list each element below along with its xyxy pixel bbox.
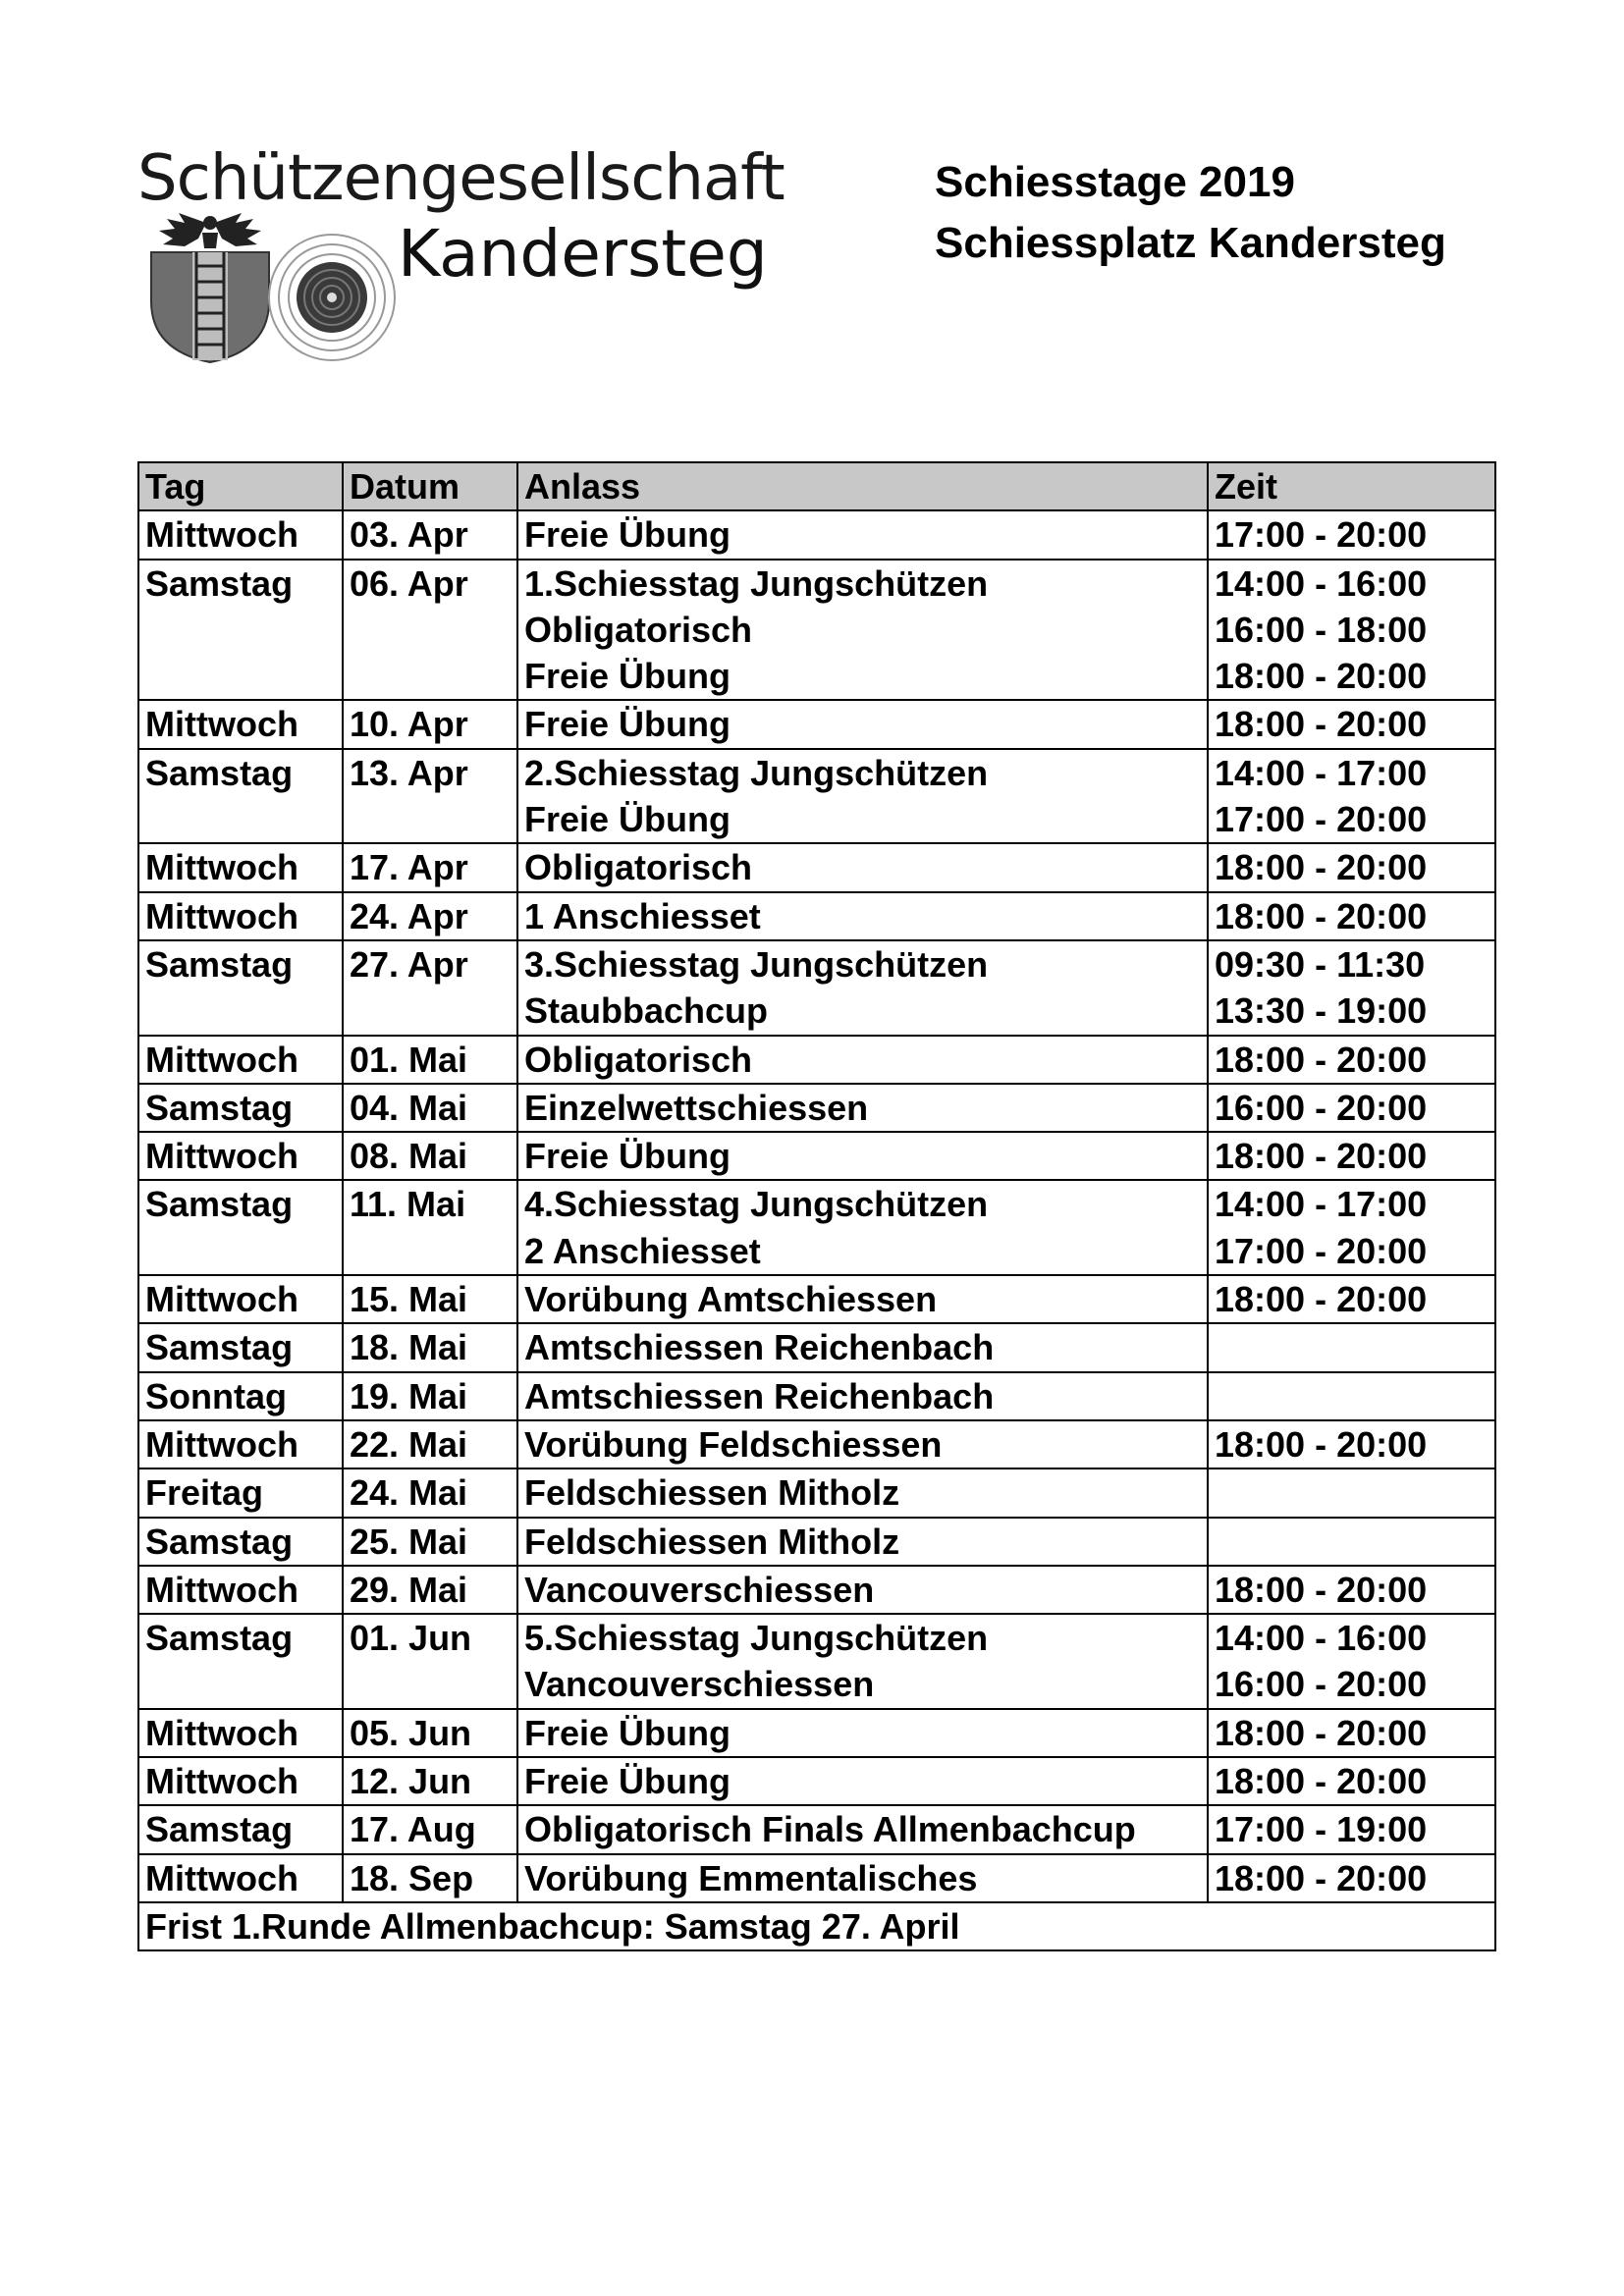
table-row — [138, 1709, 1495, 1757]
time-line: 14:00 - 16:00 — [1215, 562, 1428, 604]
cell-time — [1208, 1709, 1495, 1757]
time-line: 16:00 - 20:00 — [1215, 1087, 1428, 1128]
logo-place: Kandersteg — [398, 216, 768, 292]
time-line — [1215, 1519, 1489, 1565]
event-line: Obligatorisch — [524, 609, 753, 650]
time-line: 18:00 - 20:00 — [1215, 1569, 1428, 1610]
event-line: 3.Schiesstag Jungschützen — [524, 943, 989, 985]
time-line: 16:00 - 20:00 — [1215, 1664, 1428, 1705]
time-line: 18:00 - 20:00 — [1215, 1279, 1428, 1320]
time-line: 18:00 - 20:00 — [1215, 1761, 1428, 1802]
event-line: Einzelwettschiessen — [524, 1087, 869, 1128]
event-line: Staubbachcup — [524, 990, 769, 1032]
cell-date: 04. Mai — [343, 1084, 517, 1132]
cell-day: Mittwoch — [138, 1420, 343, 1468]
cell-day: Samstag — [138, 1084, 343, 1132]
time-line: 09:30 - 11:30 — [1215, 943, 1426, 985]
event-line: 5.Schiesstag Jungschützen — [524, 1618, 989, 1659]
cell-day: Mittwoch — [138, 1757, 343, 1805]
cell-date: 18. Mai — [343, 1323, 517, 1371]
coat-of-arms-target-icon — [145, 211, 401, 368]
time-line: 18:00 - 20:00 — [1215, 1857, 1428, 1898]
cell-day: Mittwoch — [138, 892, 343, 940]
cell-date: 19. Mai — [343, 1372, 517, 1420]
cell-day: Samstag — [138, 1614, 343, 1709]
cell-time — [1208, 1854, 1495, 1902]
cell-day: Samstag — [138, 940, 343, 1036]
cell-date: 13. Apr — [343, 749, 517, 844]
table-row — [138, 1132, 1495, 1180]
table-header-row — [138, 462, 1495, 510]
header-event: Anlass — [517, 462, 1208, 510]
cell-event — [517, 1805, 1208, 1853]
cell-event — [517, 1180, 1208, 1275]
cell-time — [1208, 1323, 1495, 1371]
cell-date: 18. Sep — [343, 1854, 517, 1902]
event-line: Feldschiessen Mitholz — [524, 1472, 900, 1514]
cell-time — [1208, 940, 1495, 1036]
cell-event — [517, 510, 1208, 559]
time-line: 18:00 - 20:00 — [1215, 656, 1428, 697]
table-row — [138, 1757, 1495, 1805]
cell-event — [517, 1566, 1208, 1614]
table-row — [138, 510, 1495, 559]
cell-date: 03. Apr — [343, 510, 517, 559]
cell-event — [517, 1372, 1208, 1420]
time-line: 18:00 - 20:00 — [1215, 1423, 1428, 1465]
cell-time — [1208, 1036, 1495, 1084]
event-line: Freie Übung — [524, 656, 731, 697]
cell-event — [517, 843, 1208, 891]
cell-time — [1208, 1805, 1495, 1853]
time-line — [1215, 1469, 1489, 1516]
cell-time — [1208, 843, 1495, 891]
time-line: 14:00 - 17:00 — [1215, 1184, 1428, 1225]
time-line: 13:30 - 19:00 — [1215, 990, 1428, 1032]
cell-day: Samstag — [138, 1323, 343, 1371]
cell-event — [517, 560, 1208, 701]
cell-time — [1208, 1372, 1495, 1420]
event-line: 2 Anschiesset — [524, 1230, 761, 1271]
table-row — [138, 1275, 1495, 1323]
table-row — [138, 1084, 1495, 1132]
table-row — [138, 940, 1495, 1036]
cell-event — [517, 940, 1208, 1036]
cell-day: Samstag — [138, 1518, 343, 1566]
event-line: Vorübung Feldschiessen — [524, 1423, 943, 1465]
table-row — [138, 1805, 1495, 1853]
cell-date: 05. Jun — [343, 1709, 517, 1757]
cell-date: 24. Apr — [343, 892, 517, 940]
cell-day: Mittwoch — [138, 1854, 343, 1902]
cell-event — [517, 1468, 1208, 1517]
table-body — [138, 510, 1495, 1902]
cell-time — [1208, 1180, 1495, 1275]
table-row — [138, 749, 1495, 844]
cell-day: Samstag — [138, 1805, 343, 1853]
event-line: 4.Schiesstag Jungschützen — [524, 1184, 989, 1225]
event-line: 1.Schiesstag Jungschützen — [524, 562, 989, 604]
cell-date: 17. Aug — [343, 1805, 517, 1853]
cell-time — [1208, 1566, 1495, 1614]
cell-date: 22. Mai — [343, 1420, 517, 1468]
table-row — [138, 1180, 1495, 1275]
table-row — [138, 1323, 1495, 1371]
event-line: Freie Übung — [524, 704, 731, 745]
event-line: Vorübung Amtschiessen — [524, 1279, 938, 1320]
table-row — [138, 1854, 1495, 1902]
heading-location: Schiessplatz Kandersteg — [935, 219, 1446, 267]
event-line: Amtschiessen Reichenbach — [524, 1327, 995, 1368]
event-line: Freie Übung — [524, 1761, 731, 1802]
time-line: 17:00 - 20:00 — [1215, 514, 1428, 556]
event-line: Obligatorisch — [524, 847, 753, 888]
cell-day: Sonntag — [138, 1372, 343, 1420]
cell-date: 01. Mai — [343, 1036, 517, 1084]
cell-date: 06. Apr — [343, 560, 517, 701]
cell-event — [517, 1420, 1208, 1468]
cell-day: Mittwoch — [138, 1132, 343, 1180]
cell-time — [1208, 1614, 1495, 1709]
cell-event — [517, 700, 1208, 748]
time-line: 18:00 - 20:00 — [1215, 1712, 1428, 1753]
cell-date: 24. Mai — [343, 1468, 517, 1517]
cell-event — [517, 1757, 1208, 1805]
time-line: 18:00 - 20:00 — [1215, 704, 1428, 745]
cell-time — [1208, 560, 1495, 701]
time-line: 16:00 - 18:00 — [1215, 609, 1428, 650]
event-line: Vancouverschiessen — [524, 1664, 875, 1705]
heading-title: Schiesstage 2019 — [935, 158, 1295, 206]
table-row — [138, 1614, 1495, 1709]
cell-day: Mittwoch — [138, 510, 343, 559]
table-row — [138, 1468, 1495, 1517]
event-line: Freie Übung — [524, 799, 731, 840]
time-line: 18:00 - 20:00 — [1215, 847, 1428, 888]
cell-date: 25. Mai — [343, 1518, 517, 1566]
event-line: Freie Übung — [524, 1712, 731, 1753]
table-row — [138, 892, 1495, 940]
cell-day: Samstag — [138, 749, 343, 844]
time-line: 14:00 - 17:00 — [1215, 752, 1428, 793]
event-line: Amtschiessen Reichenbach — [524, 1375, 995, 1416]
cell-day: Mittwoch — [138, 843, 343, 891]
cell-event — [517, 1518, 1208, 1566]
time-line: 18:00 - 20:00 — [1215, 1136, 1428, 1177]
cell-time — [1208, 1518, 1495, 1566]
cell-date: 01. Jun — [343, 1614, 517, 1709]
header-date: Datum — [343, 462, 517, 510]
table-row — [138, 1372, 1495, 1420]
cell-day: Mittwoch — [138, 700, 343, 748]
cell-time — [1208, 892, 1495, 940]
cell-time — [1208, 749, 1495, 844]
cell-date: 08. Mai — [343, 1132, 517, 1180]
deadline-note: Frist 1.Runde Allmenbachcup: Samstag 27. April — [138, 1902, 1495, 1950]
cell-day: Mittwoch — [138, 1275, 343, 1323]
cell-day: Freitag — [138, 1468, 343, 1517]
cell-date: 15. Mai — [343, 1275, 517, 1323]
cell-event — [517, 1132, 1208, 1180]
time-line — [1215, 1373, 1489, 1419]
cell-time — [1208, 1757, 1495, 1805]
header-day: Tag — [138, 462, 343, 510]
cell-event — [517, 1275, 1208, 1323]
cell-event — [517, 1854, 1208, 1902]
time-line: 17:00 - 20:00 — [1215, 1230, 1428, 1271]
cell-day: Samstag — [138, 560, 343, 701]
event-line: Obligatorisch — [524, 1039, 753, 1080]
cell-date: 29. Mai — [343, 1566, 517, 1614]
schedule-table — [137, 461, 1496, 1951]
time-line: 18:00 - 20:00 — [1215, 1039, 1428, 1080]
cell-event — [517, 892, 1208, 940]
time-line — [1215, 1324, 1489, 1370]
event-line: Vorübung Emmentalisches — [524, 1857, 978, 1898]
time-line: 18:00 - 20:00 — [1215, 895, 1428, 936]
event-line: 1 Anschiesset — [524, 895, 761, 936]
event-line: Freie Übung — [524, 514, 731, 556]
cell-event — [517, 1323, 1208, 1371]
cell-event — [517, 1036, 1208, 1084]
cell-time — [1208, 1084, 1495, 1132]
event-line: 2.Schiesstag Jungschützen — [524, 752, 989, 793]
table-row — [138, 1518, 1495, 1566]
cell-date: 10. Apr — [343, 700, 517, 748]
cell-time — [1208, 1420, 1495, 1468]
table-row — [138, 1420, 1495, 1468]
table-footer-row — [138, 1902, 1495, 1950]
cell-event — [517, 749, 1208, 844]
document-heading — [935, 152, 1446, 274]
table-row — [138, 560, 1495, 701]
cell-time — [1208, 1468, 1495, 1517]
header-time: Zeit — [1208, 462, 1495, 510]
event-line: Freie Übung — [524, 1136, 731, 1177]
cell-date: 27. Apr — [343, 940, 517, 1036]
cell-date: 11. Mai — [343, 1180, 517, 1275]
event-line: Vancouverschiessen — [524, 1569, 875, 1610]
club-logo — [137, 142, 790, 370]
table-row — [138, 1036, 1495, 1084]
table-row — [138, 1566, 1495, 1614]
time-line: 14:00 - 16:00 — [1215, 1618, 1428, 1659]
cell-day: Samstag — [138, 1180, 343, 1275]
cell-day: Mittwoch — [138, 1036, 343, 1084]
logo-organization: Schützengesellschaft — [137, 142, 785, 215]
cell-event — [517, 1614, 1208, 1709]
event-line: Obligatorisch Finals Allmenbachcup — [524, 1809, 1136, 1850]
cell-day: Mittwoch — [138, 1566, 343, 1614]
cell-event — [517, 1709, 1208, 1757]
cell-time — [1208, 700, 1495, 748]
time-line: 17:00 - 20:00 — [1215, 799, 1428, 840]
cell-event — [517, 1084, 1208, 1132]
event-line: Feldschiessen Mitholz — [524, 1521, 900, 1562]
cell-date: 12. Jun — [343, 1757, 517, 1805]
time-line: 17:00 - 19:00 — [1215, 1809, 1428, 1850]
table-row — [138, 843, 1495, 891]
cell-time — [1208, 510, 1495, 559]
table-row — [138, 700, 1495, 748]
cell-time — [1208, 1275, 1495, 1323]
cell-time — [1208, 1132, 1495, 1180]
cell-date: 17. Apr — [343, 843, 517, 891]
cell-day: Mittwoch — [138, 1709, 343, 1757]
